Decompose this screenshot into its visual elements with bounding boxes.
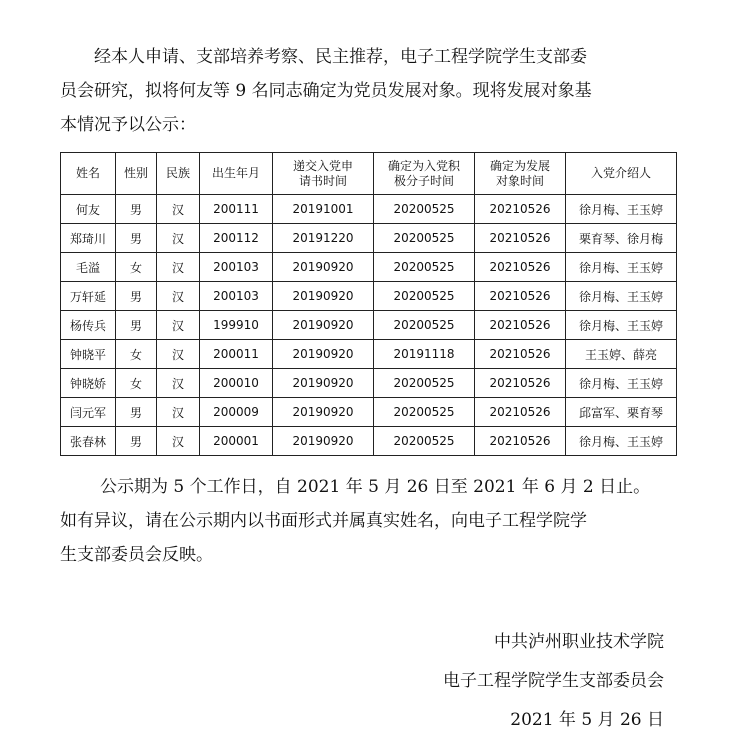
cell-candidate-date: 20210526	[475, 398, 566, 427]
cell-gender: 女	[116, 369, 157, 398]
cell-activist-date: 20200525	[374, 369, 475, 398]
cell-application-date: 20190920	[273, 311, 374, 340]
table-body	[61, 195, 677, 456]
cell-application-date: 20190920	[273, 369, 374, 398]
header-candidate-date: 确定为发展 对象时间	[475, 153, 566, 195]
cell-gender: 男	[116, 282, 157, 311]
cell-name: 毛溢	[61, 253, 116, 282]
signature-organization: 中共泸州职业技术学院	[494, 632, 664, 652]
notice-paragraph	[60, 470, 680, 572]
cell-birth: 200010	[200, 369, 273, 398]
cell-candidate-date: 20210526	[475, 369, 566, 398]
table-row	[61, 369, 677, 398]
cell-birth: 200011	[200, 340, 273, 369]
header-birth: 出生年月	[200, 153, 273, 195]
table-row	[61, 340, 677, 369]
notice-line: 公示期为 5 个工作日，自 2021 年 5 月 26 日至 2021 年 6 月 2 日止。	[100, 477, 651, 497]
cell-application-date: 20190920	[273, 253, 374, 282]
cell-sponsors: 徐月梅、王玉婷	[566, 282, 677, 311]
cell-sponsors: 邱富军、栗育琴	[566, 398, 677, 427]
header-name: 姓名	[61, 153, 116, 195]
signature-date: 2021 年 5 月 26 日	[510, 710, 664, 730]
table-row	[61, 253, 677, 282]
table-row	[61, 427, 677, 456]
cell-application-date: 20190920	[273, 282, 374, 311]
cell-ethnicity: 汉	[157, 282, 200, 311]
cell-application-date: 20191001	[273, 195, 374, 224]
intro-paragraph	[60, 40, 680, 142]
cell-birth: 200112	[200, 224, 273, 253]
cell-ethnicity: 汉	[157, 340, 200, 369]
cell-name: 张春林	[61, 427, 116, 456]
cell-candidate-date: 20210526	[475, 253, 566, 282]
cell-candidate-date: 20210526	[475, 195, 566, 224]
cell-activist-date: 20200525	[374, 427, 475, 456]
table-row	[61, 282, 677, 311]
candidates-table	[60, 152, 677, 456]
table-header-row	[61, 153, 677, 195]
cell-gender: 男	[116, 398, 157, 427]
cell-sponsors: 徐月梅、王玉婷	[566, 253, 677, 282]
cell-activist-date: 20200525	[374, 398, 475, 427]
cell-birth: 200111	[200, 195, 273, 224]
intro-line: 经本人申请、支部培养考察、民主推荐，电子工程学院学生支部委	[94, 47, 587, 67]
cell-activist-date: 20200525	[374, 282, 475, 311]
table-row	[61, 224, 677, 253]
intro-line: 本情况予以公示：	[60, 115, 196, 135]
intro-line: 员会研究，拟将何友等 9 名同志确定为党员发展对象。现将发展对象基	[60, 81, 592, 101]
cell-birth: 200009	[200, 398, 273, 427]
signature-committee: 电子工程学院学生支部委员会	[443, 671, 664, 691]
cell-candidate-date: 20210526	[475, 340, 566, 369]
cell-name: 何友	[61, 195, 116, 224]
cell-sponsors: 徐月梅、王玉婷	[566, 195, 677, 224]
cell-candidate-date: 20210526	[475, 282, 566, 311]
header-sponsors: 入党介绍人	[566, 153, 677, 195]
header-application-date: 递交入党申 请书时间	[273, 153, 374, 195]
table-row	[61, 311, 677, 340]
cell-sponsors: 栗育琴、徐月梅	[566, 224, 677, 253]
cell-sponsors: 徐月梅、王玉婷	[566, 311, 677, 340]
cell-gender: 男	[116, 195, 157, 224]
cell-ethnicity: 汉	[157, 398, 200, 427]
cell-ethnicity: 汉	[157, 253, 200, 282]
cell-activist-date: 20200525	[374, 195, 475, 224]
cell-activist-date: 20200525	[374, 224, 475, 253]
cell-activist-date: 20191118	[374, 340, 475, 369]
notice-line: 生支部委员会反映。	[60, 545, 213, 565]
table-row	[61, 195, 677, 224]
cell-application-date: 20190920	[273, 427, 374, 456]
cell-ethnicity: 汉	[157, 195, 200, 224]
cell-birth: 200103	[200, 282, 273, 311]
cell-application-date: 20191220	[273, 224, 374, 253]
cell-activist-date: 20200525	[374, 253, 475, 282]
header-activist-date: 确定为入党积 极分子时间	[374, 153, 475, 195]
cell-candidate-date: 20210526	[475, 311, 566, 340]
cell-gender: 男	[116, 311, 157, 340]
cell-gender: 女	[116, 340, 157, 369]
table-row	[61, 398, 677, 427]
cell-name: 杨传兵	[61, 311, 116, 340]
cell-activist-date: 20200525	[374, 311, 475, 340]
header-ethnicity: 民族	[157, 153, 200, 195]
cell-application-date: 20190920	[273, 340, 374, 369]
header-gender: 性别	[116, 153, 157, 195]
cell-name: 万轩延	[61, 282, 116, 311]
cell-ethnicity: 汉	[157, 311, 200, 340]
cell-ethnicity: 汉	[157, 427, 200, 456]
cell-gender: 男	[116, 224, 157, 253]
cell-birth: 199910	[200, 311, 273, 340]
cell-candidate-date: 20210526	[475, 224, 566, 253]
cell-sponsors: 徐月梅、王玉婷	[566, 427, 677, 456]
cell-application-date: 20190920	[273, 398, 374, 427]
cell-name: 钟晓平	[61, 340, 116, 369]
cell-candidate-date: 20210526	[475, 427, 566, 456]
cell-ethnicity: 汉	[157, 369, 200, 398]
cell-birth: 200001	[200, 427, 273, 456]
cell-sponsors: 王玉婷、薛亮	[566, 340, 677, 369]
notice-line: 如有异议，请在公示期内以书面形式并属真实姓名，向电子工程学院学	[60, 511, 587, 531]
cell-sponsors: 徐月梅、王玉婷	[566, 369, 677, 398]
cell-ethnicity: 汉	[157, 224, 200, 253]
cell-birth: 200103	[200, 253, 273, 282]
cell-name: 钟晓娇	[61, 369, 116, 398]
cell-gender: 女	[116, 253, 157, 282]
cell-name: 闫元军	[61, 398, 116, 427]
cell-name: 郑琦川	[61, 224, 116, 253]
cell-gender: 男	[116, 427, 157, 456]
